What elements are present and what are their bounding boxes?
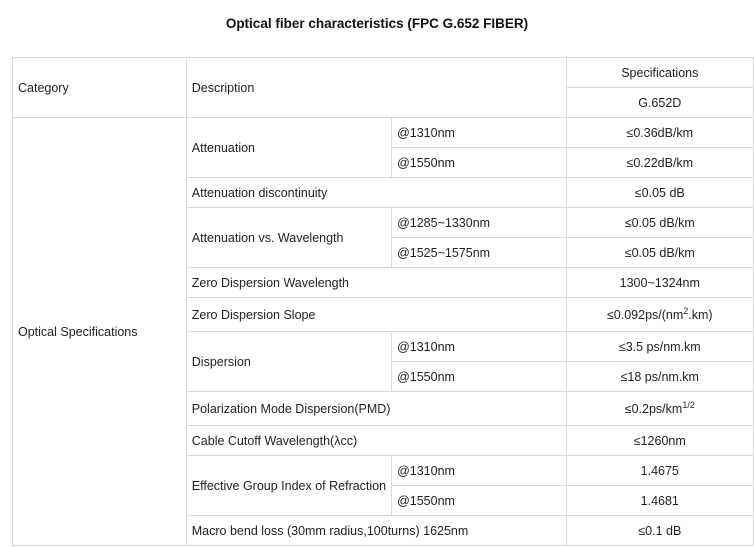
spec-table	[12, 57, 754, 546]
row-value: ≤3.5 ps/nm.km	[566, 332, 753, 362]
row-condition: @1550nm	[392, 148, 566, 178]
row-value: 1.4675	[566, 456, 753, 486]
row-condition: @1550nm	[392, 362, 566, 392]
row-label: Zero Dispersion Wavelength	[186, 268, 566, 298]
row-condition: @1310nm	[392, 118, 566, 148]
value-superscript: 2	[683, 305, 689, 316]
row-value: ≤0.22dB/km	[566, 148, 753, 178]
row-value: 1300~1324nm	[566, 268, 753, 298]
value-text: ≤0.092ps/(nm	[606, 307, 684, 322]
row-label: Zero Dispersion Slope	[186, 298, 566, 332]
row-label: Attenuation discontinuity	[186, 178, 566, 208]
value-text: ≤0.2ps/km	[624, 401, 683, 416]
row-value: 1.4681	[566, 486, 753, 516]
row-value: ≤18 ps/nm.km	[566, 362, 753, 392]
category-cell: Optical Specifications	[13, 118, 187, 546]
row-value: ≤0.05 dB/km	[566, 208, 753, 238]
table-row	[13, 118, 754, 148]
row-value: ≤0.1 dB	[566, 516, 753, 546]
row-condition: @1285~1330nm	[392, 208, 566, 238]
row-label: Attenuation vs. Wavelength	[186, 208, 391, 268]
row-label: Attenuation	[186, 118, 391, 178]
header-specifications: Specifications	[566, 58, 753, 88]
row-condition: @1310nm	[392, 332, 566, 362]
row-label: Effective Group Index of Refraction	[186, 456, 391, 516]
row-value: ≤0.05 dB/km	[566, 238, 753, 268]
value-text: .km)	[688, 307, 713, 322]
row-value: ≤0.05 dB	[566, 178, 753, 208]
header-category: Category	[13, 58, 187, 118]
row-condition: @1525~1575nm	[392, 238, 566, 268]
header-description: Description	[186, 58, 566, 118]
row-label: Dispersion	[186, 332, 391, 392]
row-value	[566, 298, 753, 332]
row-label: Cable Cutoff Wavelength(λcc)	[186, 426, 566, 456]
row-value: ≤0.36dB/km	[566, 118, 753, 148]
header-fiber-type: G.652D	[566, 88, 753, 118]
row-value	[566, 392, 753, 426]
row-label: Polarization Mode Dispersion(PMD)	[186, 392, 566, 426]
row-value: ≤1260nm	[566, 426, 753, 456]
table-header-row	[13, 58, 754, 88]
row-condition: @1310nm	[392, 456, 566, 486]
page-title: Optical fiber characteristics (FPC G.652 FIBER)	[225, 16, 529, 31]
row-condition: @1550nm	[392, 486, 566, 516]
value-superscript: 1/2	[682, 399, 695, 410]
row-label: Macro bend loss (30mm radius,100turns) 1625nm	[186, 516, 566, 546]
